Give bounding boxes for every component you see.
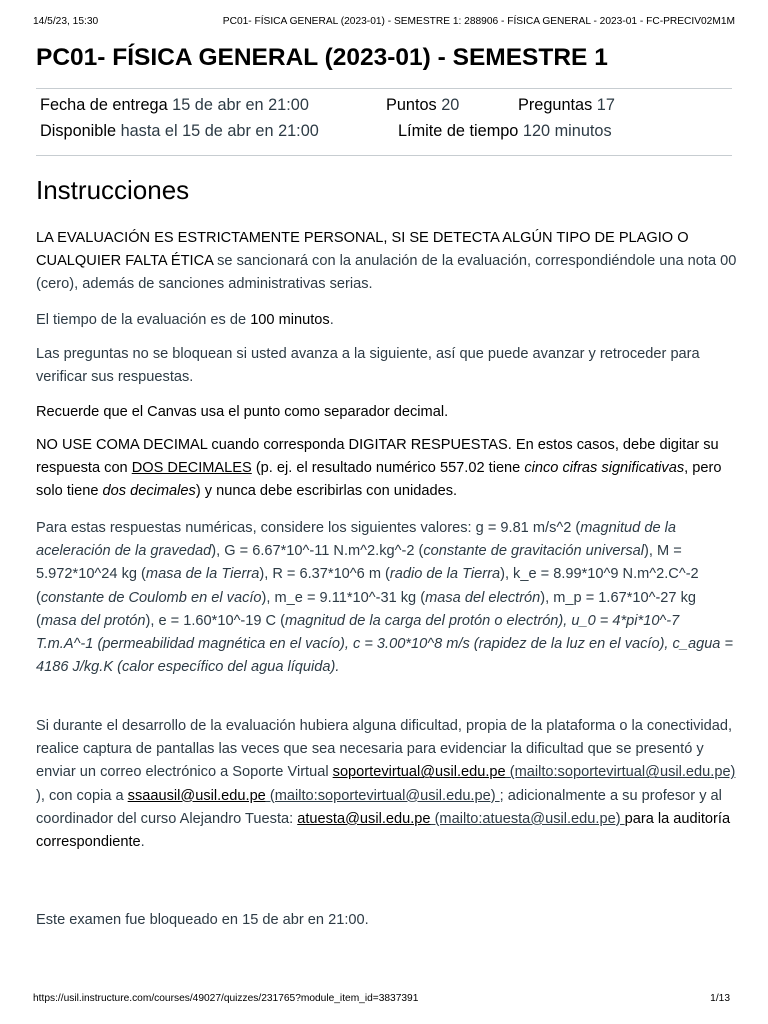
quiz-title: PC01- FÍSICA GENERAL (2023-01) - SEMESTRE 1 [36,44,608,71]
points-value: 20 [441,96,460,114]
time-limit [398,122,612,141]
questions [518,96,615,115]
available [40,122,319,141]
print-footer [33,993,730,1004]
divider [36,155,732,156]
support-mailto-link[interactable]: (mailto:soportevirtual@usil.edu.pe) [505,764,736,781]
time-limit-value: 120 minutos [522,122,612,140]
locked-notice: Este examen fue bloqueado en 15 de abr en 21:00. [36,912,369,928]
due-date [40,96,309,115]
print-header [33,16,735,27]
coordinator-email-link[interactable]: atuesta@usil.edu.pe [297,810,431,827]
instructions-paragraph-constants: Para estas respuestas numéricas, considere los siguientes valores: g = 9.81 m/s^2 (magnitud de la aceleración de la gravedad), G = 6.67*10^-11 N.m^2.kg^-2 (constante de gravitación universal), M = 5.972*10^24 kg (masa de la Tierra), R = 6.37*10^6 m (radio de la Tierra), k_e = 8.99*10^9 N.m^2.C^-2 (constante de Coulomb en el vacío), m_e = 9.11*10^-31 kg (masa del electrón), m_p = 1.67*10^-27 kg (masa del protón), e = 1.60*10^-19 C (magnitud de la carga del protón o electrón), u_0 = 4*pi*10^-7 T.m.A^-1 (permeabilidad magnética en el vacío), c = 3.00*10^8 m/s (rapidez de la luz en el vacío), c_agua = 4186 J/kg.K (calor específico del agua líquida). [36,520,734,676]
instructions-heading: Instrucciones [36,175,190,205]
page-number: 1/13 [710,993,730,1004]
page-url: https://usil.instructure.com/courses/49027/quizzes/231765?module_item_id=3837391 [33,993,419,1004]
available-label: Disponible [40,122,117,140]
print-page-title: PC01- FÍSICA GENERAL (2023-01) - SEMESTRE 1: 288906 - FÍSICA GENERAL - 2023-01 - FC-PRECIV02M1M [222,16,735,27]
ssa-mailto-link[interactable]: (mailto:soportevirtual@usil.edu.pe) [265,787,500,804]
ethics-warning: LA EVALUACIÓN ES ESTRICTAMENTE PERSONAL, SI SE DETECTA ALGÚN TIPO DE PLAGIO O CUALQUIER FALTA ÉTICA [36,230,689,270]
print-date: 14/5/23, 15:30 [33,16,99,27]
ssa-email-link[interactable]: ssaausil@usil.edu.pe [127,787,266,804]
instructions-paragraph-answer-format: NO USE COMA DECIMAL cuando corresponda DIGITAR RESPUESTAS. En estos casos, debe digitar su respuesta con DOS DECIMALES (p. ej. el resultado numérico 557.02 tiene cinco cifras significativas, pero solo tiene dos decimales) y nunca debe escribirlas con unidades. [36,437,722,500]
time-limit-label: Límite de tiempo [398,122,519,140]
coordinator-mailto-link[interactable]: (mailto:atuesta@usil.edu.pe) [430,810,625,827]
instructions-paragraph-ethics: LA EVALUACIÓN ES ESTRICTAMENTE PERSONAL, SI SE DETECTA ALGÚN TIPO DE PLAGIO O CUALQUIER FALTA ÉTICA se sancionará con la anulación de la evaluación, correspondiéndole una nota 00 (cero), además de sanciones administrativas serias. [36,230,737,293]
points-label: Puntos [386,96,437,114]
questions-label: Preguntas [518,96,593,114]
points [386,96,459,115]
due-value: 15 de abr en 21:00 [172,96,309,114]
support-email-link[interactable]: soportevirtual@usil.edu.pe [332,764,506,781]
instructions-paragraph-support: Si durante el desarrollo de la evaluación hubiera alguna dificultad, propia de la plataforma o la conectividad, realice captura de pantallas las veces que sea necesaria para evidenciar la dificultad que se presentó y enviar un correo electrónico a Soporte Virtual soportevirtual@usil.edu.pe (mailto:soportevirtual@usil.edu.pe) ), con copia a ssaausil@usil.edu.pe (mailto:soportevirtual@usil.edu.pe) ; adicionalmente a su profesor y al coordinador del curso Alejandro Tuesta: atuesta@usil.edu.pe (mailto:atuesta@usil.edu.pe) para la auditoría correspondiente. [36,718,736,851]
instructions-paragraph-time: El tiempo de la evaluación es de 100 minutos. [36,312,334,328]
time-highlight: 100 minutos [250,312,330,328]
questions-value: 17 [596,96,615,114]
instructions-paragraph-decimal: Recuerde que el Canvas usa el punto como separador decimal. [36,404,449,420]
two-decimals-highlight: DOS DECIMALES [131,460,252,477]
due-label: Fecha de entrega [40,96,168,114]
instructions-paragraph-navigation: Las preguntas no se bloquean si usted avanza a la siguiente, así que puede avanzar y retroceder para verificar sus respuestas. [36,346,700,386]
divider [36,88,732,89]
available-value: hasta el 15 de abr en 21:00 [120,122,319,140]
